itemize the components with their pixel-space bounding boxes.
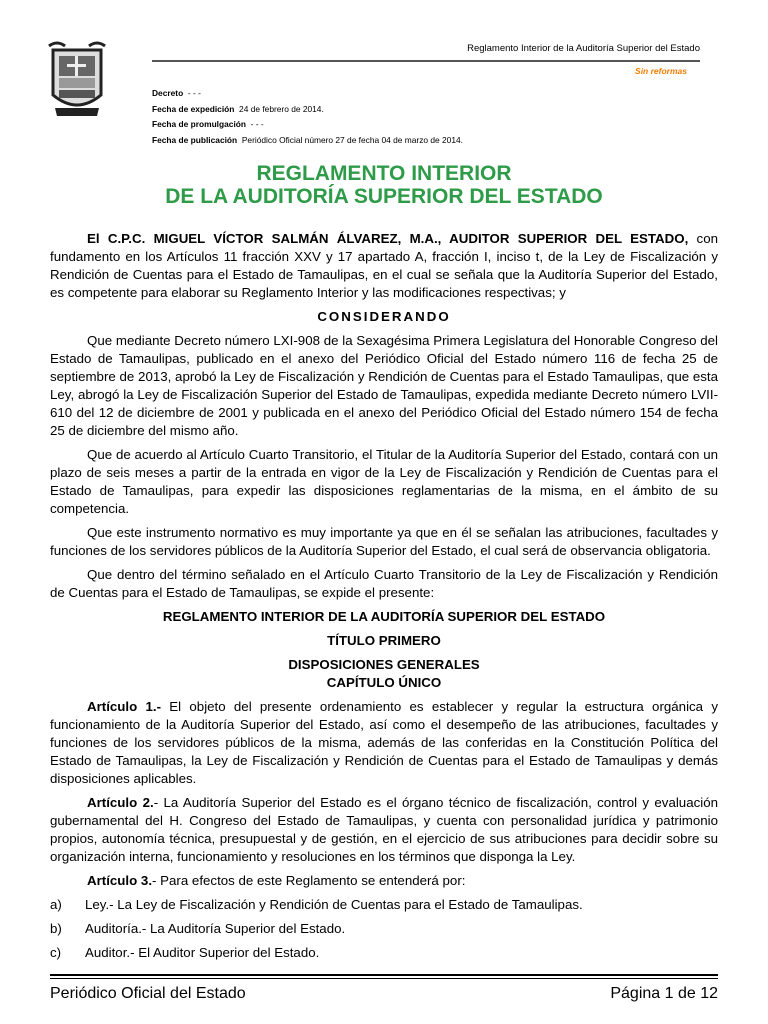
paragraph: Que mediante Decreto número LXI-908 de la Sexagésima Primera Legislatura del Honorable Congreso del Estado de Tamaulipas, publicado en el anexo del Periódico Oficial del Estado número 116 de fecha 25 de septiembre de 2013, aprobó la Ley de Fiscalización y Rendición de Cuentas para el Estado Tamaulipas, que esta Ley, abrogó la Ley de Fiscalización Superior del Estado de Tamaulipas, expedida mediante Decreto número LVII-610 del 12 de diciembre de 2001 y publicada en el anexo del Periódico Oficial del Estado número 154 de fecha 25 de diciembre del mismo año. — [50, 333, 718, 438]
footer-row — [50, 984, 718, 1004]
intro-paragraph — [50, 230, 718, 302]
definition-item — [50, 944, 718, 962]
meta-value: - - - — [187, 88, 201, 98]
footer-rule — [50, 978, 718, 979]
title-line: DE LA AUDITORÍA SUPERIOR DEL ESTADO — [165, 185, 603, 208]
definition-text: Auditor.- El Auditor Superior del Estado. — [85, 945, 320, 960]
article-2 — [50, 794, 718, 866]
meta-label: Fecha de expedición — [152, 103, 235, 114]
article-text: - Para efectos de este Reglamento se entenderá por: — [152, 873, 466, 888]
article-label: Artículo 2. — [87, 795, 154, 810]
meta-value: - - - — [250, 119, 264, 129]
definition-letter: a) — [50, 897, 62, 912]
definition-item — [50, 920, 718, 938]
reglamento-heading: REGLAMENTO INTERIOR DE LA AUDITORÍA SUPERIOR DEL ESTADO — [162, 609, 606, 624]
running-header: Reglamento Interior de la Auditoría Superior del Estado — [467, 43, 700, 54]
capitulo-heading: CAPÍTULO ÚNICO — [326, 675, 442, 690]
article-label: Artículo 1.- — [87, 699, 162, 714]
meta-label: Fecha de publicación — [152, 134, 238, 145]
article-1 — [50, 698, 718, 788]
definition-text: Auditoría.- La Auditoría Superior del Estado. — [85, 921, 346, 936]
definition-item — [50, 896, 718, 914]
intro-bold: El C.P.C. MIGUEL VÍCTOR SALMÁN ÁLVAREZ, M.A., AUDITOR SUPERIOR DEL ESTADO, — [87, 231, 689, 246]
reform-status: Sin reformas — [635, 66, 687, 76]
paragraph: Que dentro del término señalado en el Artículo Cuarto Transitorio de la Ley de Fiscalización y Rendición de Cuentas para el Estado de Tamaulipas, se expide el presente: — [50, 567, 718, 600]
meta-label: Decreto — [152, 88, 184, 98]
definition-letter: b) — [50, 921, 62, 936]
disposiciones-heading: DISPOSICIONES GENERALES — [288, 657, 480, 672]
intro-text: con fundamento en los Artículos 11 fracción XXV y 17 apartado A, fracción I, inciso t, de la Ley de Fiscalización y Rendición de Cuentas para el Estado de Tamaulipas, en el cual se señala que la Auditoría Superior del Estado, es competente para elaborar su Reglamento Interior y las modificaciones respectivas; y — [50, 231, 718, 300]
paragraph: Que este instrumento normativo es muy importante ya que en él se señalan las atribuciones, facultades y funciones de los servidores públicos de la Auditoría Superior del Estado, el cual será de observancia obligatoria. — [50, 525, 718, 558]
title-line: REGLAMENTO INTERIOR — [256, 162, 512, 185]
considerando-heading: CONSIDERANDO — [317, 309, 451, 324]
page-footer — [50, 974, 718, 1004]
article-3 — [50, 872, 718, 890]
definition-letter: c) — [50, 945, 62, 960]
meta-value: 24 de febrero de 2014. — [239, 103, 324, 114]
definition-text: Ley.- La Ley de Fiscalización y Rendición de Cuentas para el Estado de Tamaulipas. — [85, 897, 583, 912]
footer-publication: Periódico Oficial del Estado — [50, 985, 246, 1002]
document-body — [50, 230, 718, 962]
article-text: - La Auditoría Superior del Estado es el órgano técnico de fiscalización, control y evaluación gubernamental del H. Congreso del Estado de Tamaulipas, y cuenta con personalidad jurídica y patrimonio propios, autonomía técnica, presupuestal y de gestión, en el ejercicio de sus atribuciones para decidir sobre su organización interna, funcionamiento y resoluciones en los términos que disponga la Ley. — [50, 795, 718, 864]
titulo-heading: TÍTULO PRIMERO — [327, 633, 441, 648]
meta-value: Periódico Oficial número 27 de fecha 04 de marzo de 2014. — [241, 134, 463, 145]
meta-label: Fecha de promulgación — [152, 119, 247, 129]
article-label: Artículo 3. — [87, 873, 153, 888]
paragraph: Que de acuerdo al Artículo Cuarto Transitorio, el Titular de la Auditoría Superior del Estado, contará con un plazo de seis meses a partir de la entrada en vigor de la Ley de Fiscalización y Rendición de Cuentas para el Estado de Tamaulipas, para expedir las disposiciones reglamentarias de la misma, en el ámbito de su competencia. — [50, 447, 718, 516]
footer-page-number: Página 1 de 12 — [610, 985, 718, 1002]
article-text: El objeto del presente ordenamiento es establecer y regular la estructura orgánica y funcionamiento de la Auditoría Superior del Estado, así como el desempeño de las atribuciones, facultades y funciones de los servidores públicos de la misma, además de las conferidas en la Constitución Política del Estado de Tamaulipas, la Ley de Fiscalización y Rendición de Cuentas para el Estado de Tamaulipas y demás disposiciones aplicables. — [50, 699, 718, 786]
